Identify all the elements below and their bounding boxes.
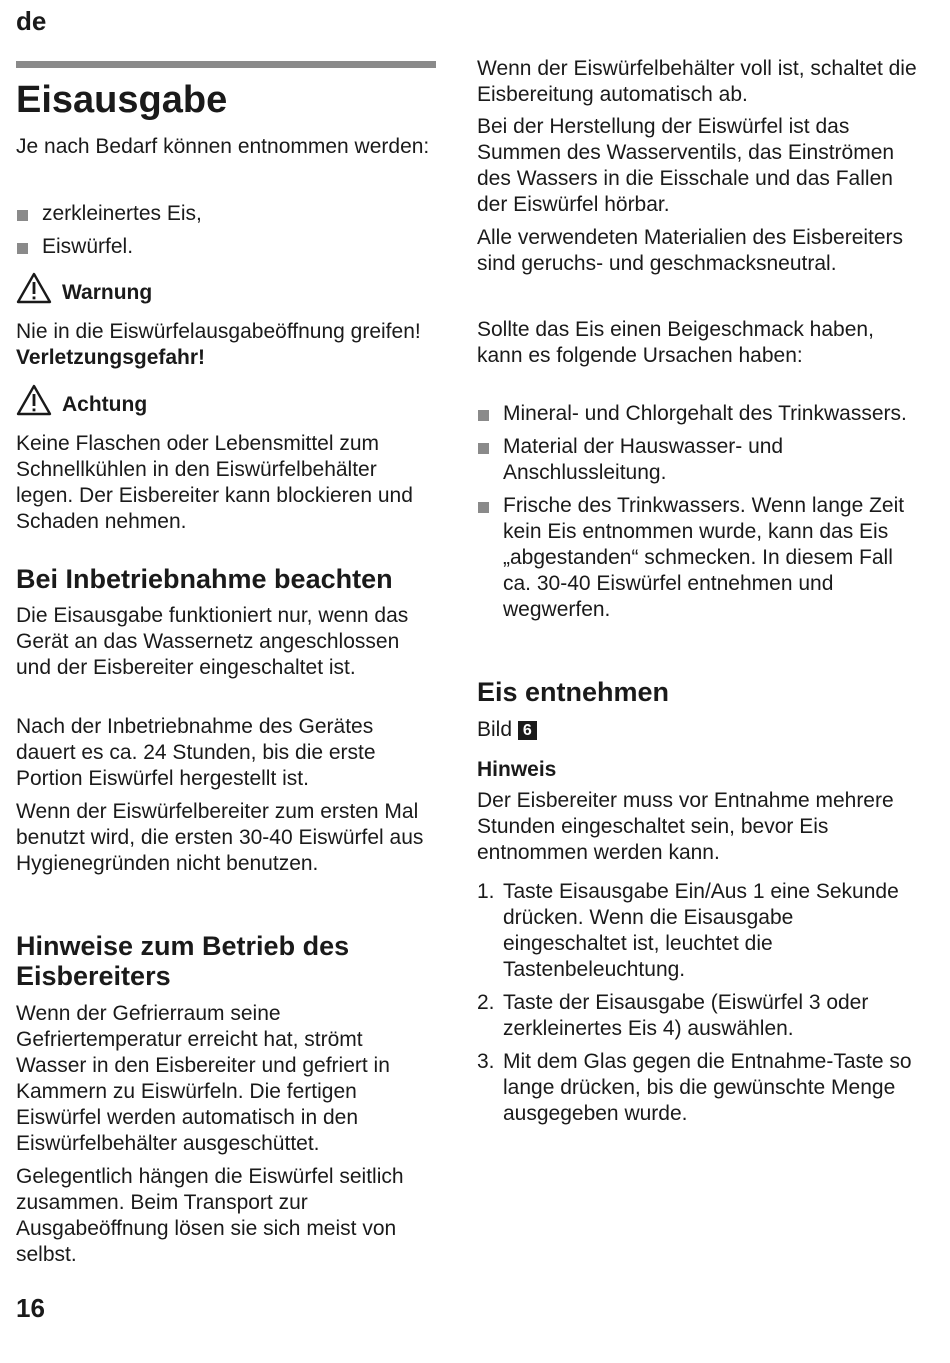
section-heading: Bei Inbetriebnahme beachten [16,564,393,594]
paragraph: Wenn der Eiswürfelbereiter zum ersten Mal benutzt wird, die ersten 30-40 Eiswürfel aus Hygienegründen nicht benutzen. [16,800,424,875]
caution-title: Achtung [62,393,148,416]
paragraph: Bei der Herstellung der Eiswürfel ist das Summen des Wasserventils, das Einströmen des Wassers in die Eisschale und das Fallen der Eiswürfel hörbar. [477,115,895,216]
figure-number-badge: 6 [518,721,537,740]
paragraph: Gelegentlich hängen die Eiswürfel seitlich zusammen. Beim Transport zur Ausgabeöffnung lösen sie sich meist von selbst. [16,1165,404,1266]
warning-title: Warnung [62,281,153,304]
intro-list [16,201,436,260]
steps-list [477,879,917,1127]
square-bullet-icon [17,210,28,221]
language-code: de [16,6,47,36]
list-item: zerkleinertes Eis, [16,201,436,227]
square-bullet-icon [478,502,489,513]
list-item: Eiswürfel. [16,234,436,260]
header-rule [16,61,436,68]
caution-text: Keine Flaschen oder Lebensmittel zum Schnellkühlen in den Eiswürfelbehälter legen. Der Eisbereiter kann blockieren und Schaden nehmen. [16,432,413,533]
square-bullet-icon [478,443,489,454]
list-item: Mineral- und Chlorgehalt des Trinkwassers. [477,401,917,427]
paragraph: Die Eisausgabe funktioniert nur, wenn das Gerät an das Wassernetz angeschlossen und der Eisbereiter eingeschaltet ist. [16,604,409,679]
page-number: 16 [16,1293,45,1323]
warning-text: Nie in die Eiswürfelausgabeöffnung greifen! Verletzungsgefahr! [16,320,421,369]
step-item: 2. Taste der Eisausgabe (Eiswürfel 3 oder zerkleinertes Eis 4) auswählen. [477,991,869,1040]
hint-text: Der Eisbereiter muss vor Entnahme mehrere Stunden eingeschaltet sein, bevor Eis entnommen werden kann. [477,789,894,864]
caution-notice [16,384,436,416]
list-item: Material der Hauswasser- und Anschlussleitung. [477,434,917,486]
section-heading: Hinweise zum Betrieb des Eisbereiters [16,931,350,991]
list-item: Frische des Trinkwassers. Wenn lange Zeit kein Eis entnommen wurde, kann das Eis „abgestanden“ schmecken. In diesem Fall ca. 30-40 Eiswürfel entnehmen und wegwerfen. [477,493,917,623]
paragraph: Nach der Inbetriebnahme des Gerätes dauert es ca. 24 Stunden, bis die erste Portion Eiswürfel hergestellt ist. [16,715,376,790]
warning-triangle-icon [16,272,52,304]
hint-title: Hinweis [477,758,557,781]
figure-reference: Bild 6 [477,717,917,743]
warning-notice [16,272,436,304]
causes-list [477,401,917,623]
paragraph: Wenn der Eiswürfelbehälter voll ist, schaltet die Eisbereitung automatisch ab. [477,57,917,106]
square-bullet-icon [17,243,28,254]
warning-triangle-icon [16,384,52,416]
paragraph: Sollte das Eis einen Beigeschmack haben, kann es folgende Ursachen haben: [477,318,874,367]
step-item: 3. Mit dem Glas gegen die Entnahme-Taste so lange drücken, bis die gewünschte Menge ausgegeben wurde. [477,1050,912,1125]
paragraph: Wenn der Gefrierraum seine Gefriertemperatur erreicht hat, strömt Wasser in den Eisbereiter und gefriert in Kammern zu Eiswürfeln. Die fertigen Eiswürfel werden automatisch in den Eiswürfelbehälter ausgeschüttet. [16,1002,390,1155]
step-item: 1. Taste Eisausgabe Ein/Aus 1 eine Sekunde drücken. Wenn die Eisausgabe eingeschaltet ist, leuchtet die Tastenbeleuchtung. [477,880,899,981]
paragraph: Alle verwendeten Materialien des Eisbereiters sind geruchs- und geschmacksneutral. [477,226,904,275]
warning-emphasis: Verletzungsgefahr! [16,346,206,369]
section-heading: Eis entnehmen [477,677,670,707]
page-title: Eisausgabe [16,79,228,121]
intro-text: Je nach Bedarf können entnommen werden: [16,135,430,158]
square-bullet-icon [478,410,489,421]
